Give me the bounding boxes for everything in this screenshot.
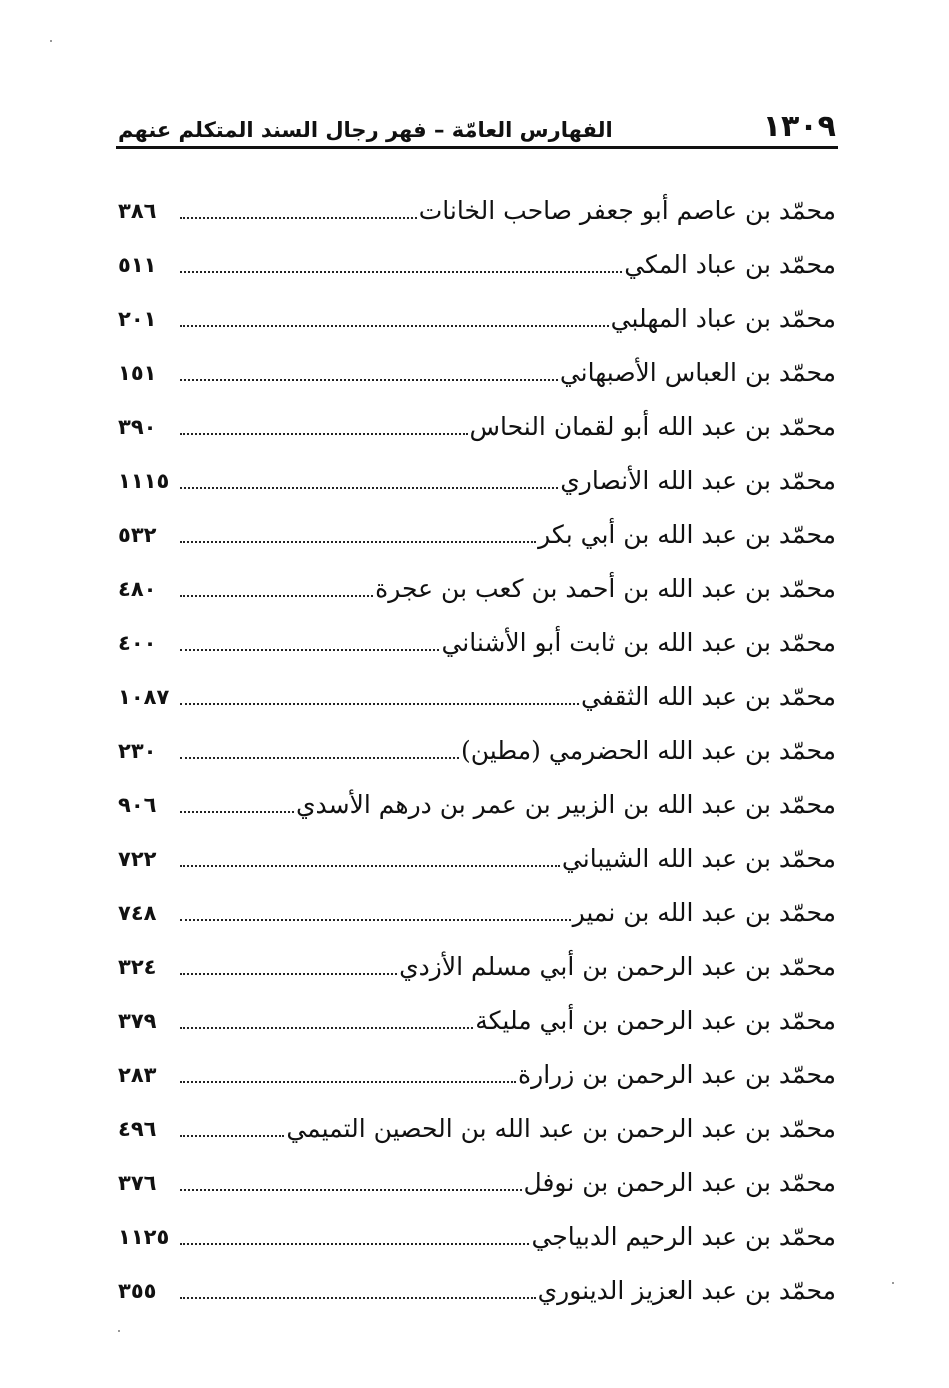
dot-leader xyxy=(180,487,558,489)
index-entry xyxy=(118,1204,836,1258)
entry-name: محمّد بن عبد الرحمن بن عبد الله بن الحصين التميمي xyxy=(286,1114,836,1143)
index-entry xyxy=(118,610,836,664)
entry-name: محمّد بن عبد الله بن ثابت أبو الأشناني xyxy=(441,628,836,657)
index-list xyxy=(118,178,836,1312)
scan-speck xyxy=(892,1282,894,1284)
dot-leader xyxy=(180,271,622,273)
entry-name: محمّد بن عاصم أبو جعفر صاحب الخانات xyxy=(418,196,836,225)
dot-leader xyxy=(180,865,560,867)
index-entry xyxy=(118,394,836,448)
entry-name: محمّد بن عبد الله الحضرمي (مطين) xyxy=(460,736,836,765)
entry-name: محمّد بن عبد الله بن أحمد بن كعب بن عجرة xyxy=(375,574,836,603)
entry-page: ١٠٨٧ xyxy=(118,685,170,709)
index-entry xyxy=(118,1096,836,1150)
dot-leader xyxy=(180,703,579,705)
dot-leader xyxy=(180,1027,473,1029)
scan-speck xyxy=(50,40,52,42)
entry-page: ٩٠٦ xyxy=(118,793,157,817)
dot-leader xyxy=(180,973,397,975)
dot-leader xyxy=(180,379,558,381)
entry-name: محمّد بن العباس الأصبهاني xyxy=(559,358,836,387)
dot-leader xyxy=(180,1135,284,1137)
entry-name: محمّد بن عبد الله أبو لقمان النحاس xyxy=(469,412,836,441)
entry-page: ٥١١ xyxy=(118,253,157,277)
header-rule xyxy=(116,146,838,149)
entry-name: محمّد بن عبد الله الثقفي xyxy=(581,682,836,711)
entry-page: ١١٢٥ xyxy=(118,1225,170,1249)
entry-name: محمّد بن عبد الله بن أبي بكر xyxy=(538,520,836,549)
index-entry xyxy=(118,772,836,826)
entry-page: ٤٨٠ xyxy=(118,577,157,601)
entry-page: ٢٨٣ xyxy=(118,1063,157,1087)
running-title: الفهارس العامّة – فهر رجال السند المتكلم عنهم xyxy=(118,118,613,142)
entry-name: محمّد بن عباد المكي xyxy=(624,250,836,279)
index-entry xyxy=(118,340,836,394)
entry-page: ٧٢٢ xyxy=(118,847,157,871)
entry-name: محمّد بن عبد الرحمن بن زرارة xyxy=(518,1060,836,1089)
entry-page: ٢٣٠ xyxy=(118,739,157,763)
entry-page: ٣٩٠ xyxy=(118,415,157,439)
dot-leader xyxy=(180,811,294,813)
entry-page: ٣٥٥ xyxy=(118,1279,157,1303)
entry-page: ١٥١ xyxy=(118,361,157,385)
index-entry xyxy=(118,502,836,556)
entry-name: محمّد بن عبد الله بن الزبير بن عمر بن درهم الأسدي xyxy=(295,790,836,819)
index-entry xyxy=(118,826,836,880)
index-entry xyxy=(118,178,836,232)
scan-speck xyxy=(118,1330,120,1332)
index-entry xyxy=(118,286,836,340)
entry-page: ٤٩٦ xyxy=(118,1117,157,1141)
entry-name: محمّد بن عبد الرحمن بن نوفل xyxy=(523,1168,836,1197)
entry-page: ٤٠٠ xyxy=(118,631,157,655)
entry-name: محمّد بن عبد العزيز الدينوري xyxy=(537,1276,836,1305)
index-entry xyxy=(118,1258,836,1312)
dot-leader xyxy=(180,433,468,435)
index-entry xyxy=(118,556,836,610)
index-entry xyxy=(118,232,836,286)
dot-leader xyxy=(180,649,439,651)
dot-leader xyxy=(180,595,373,597)
entry-name: محمّد بن عبد الله بن نمير xyxy=(572,898,836,927)
dot-leader xyxy=(180,1081,516,1083)
dot-leader xyxy=(180,757,459,759)
entry-name: محمّد بن عبد الرحمن بن أبي مسلم الأزدي xyxy=(399,952,836,981)
dot-leader xyxy=(180,1297,536,1299)
index-entry xyxy=(118,934,836,988)
entry-page: ١١١٥ xyxy=(118,469,170,493)
entry-page: ٣٧٩ xyxy=(118,1009,157,1033)
index-entry xyxy=(118,664,836,718)
entry-name: محمّد بن عبد الرحيم الدبياجي xyxy=(531,1222,836,1251)
entry-page: ٣٧٦ xyxy=(118,1171,157,1195)
index-entry xyxy=(118,1042,836,1096)
entry-name: محمّد بن عباد المهلبي xyxy=(610,304,836,333)
index-entry xyxy=(118,988,836,1042)
dot-leader xyxy=(180,217,417,219)
entry-name: محمّد بن عبد الرحمن بن أبي مليكة xyxy=(475,1006,836,1035)
index-entry xyxy=(118,880,836,934)
entry-page: ٣٨٦ xyxy=(118,199,157,223)
dot-leader xyxy=(180,541,536,543)
page-number: ١٣٠٩ xyxy=(762,109,836,144)
dot-leader xyxy=(180,1189,522,1191)
dot-leader xyxy=(180,1243,529,1245)
dot-leader xyxy=(180,325,609,327)
entry-page: ٥٣٢ xyxy=(118,523,157,547)
entry-page: ٧٤٨ xyxy=(118,901,157,925)
entry-page: ٢٠١ xyxy=(118,307,157,331)
index-entry xyxy=(118,1150,836,1204)
entry-page: ٣٢٤ xyxy=(118,955,157,979)
entry-name: محمّد بن عبد الله الأنصاري xyxy=(560,466,836,495)
index-entry xyxy=(118,448,836,502)
index-entry xyxy=(118,718,836,772)
dot-leader xyxy=(180,919,571,921)
entry-name: محمّد بن عبد الله الشيباني xyxy=(561,844,836,873)
